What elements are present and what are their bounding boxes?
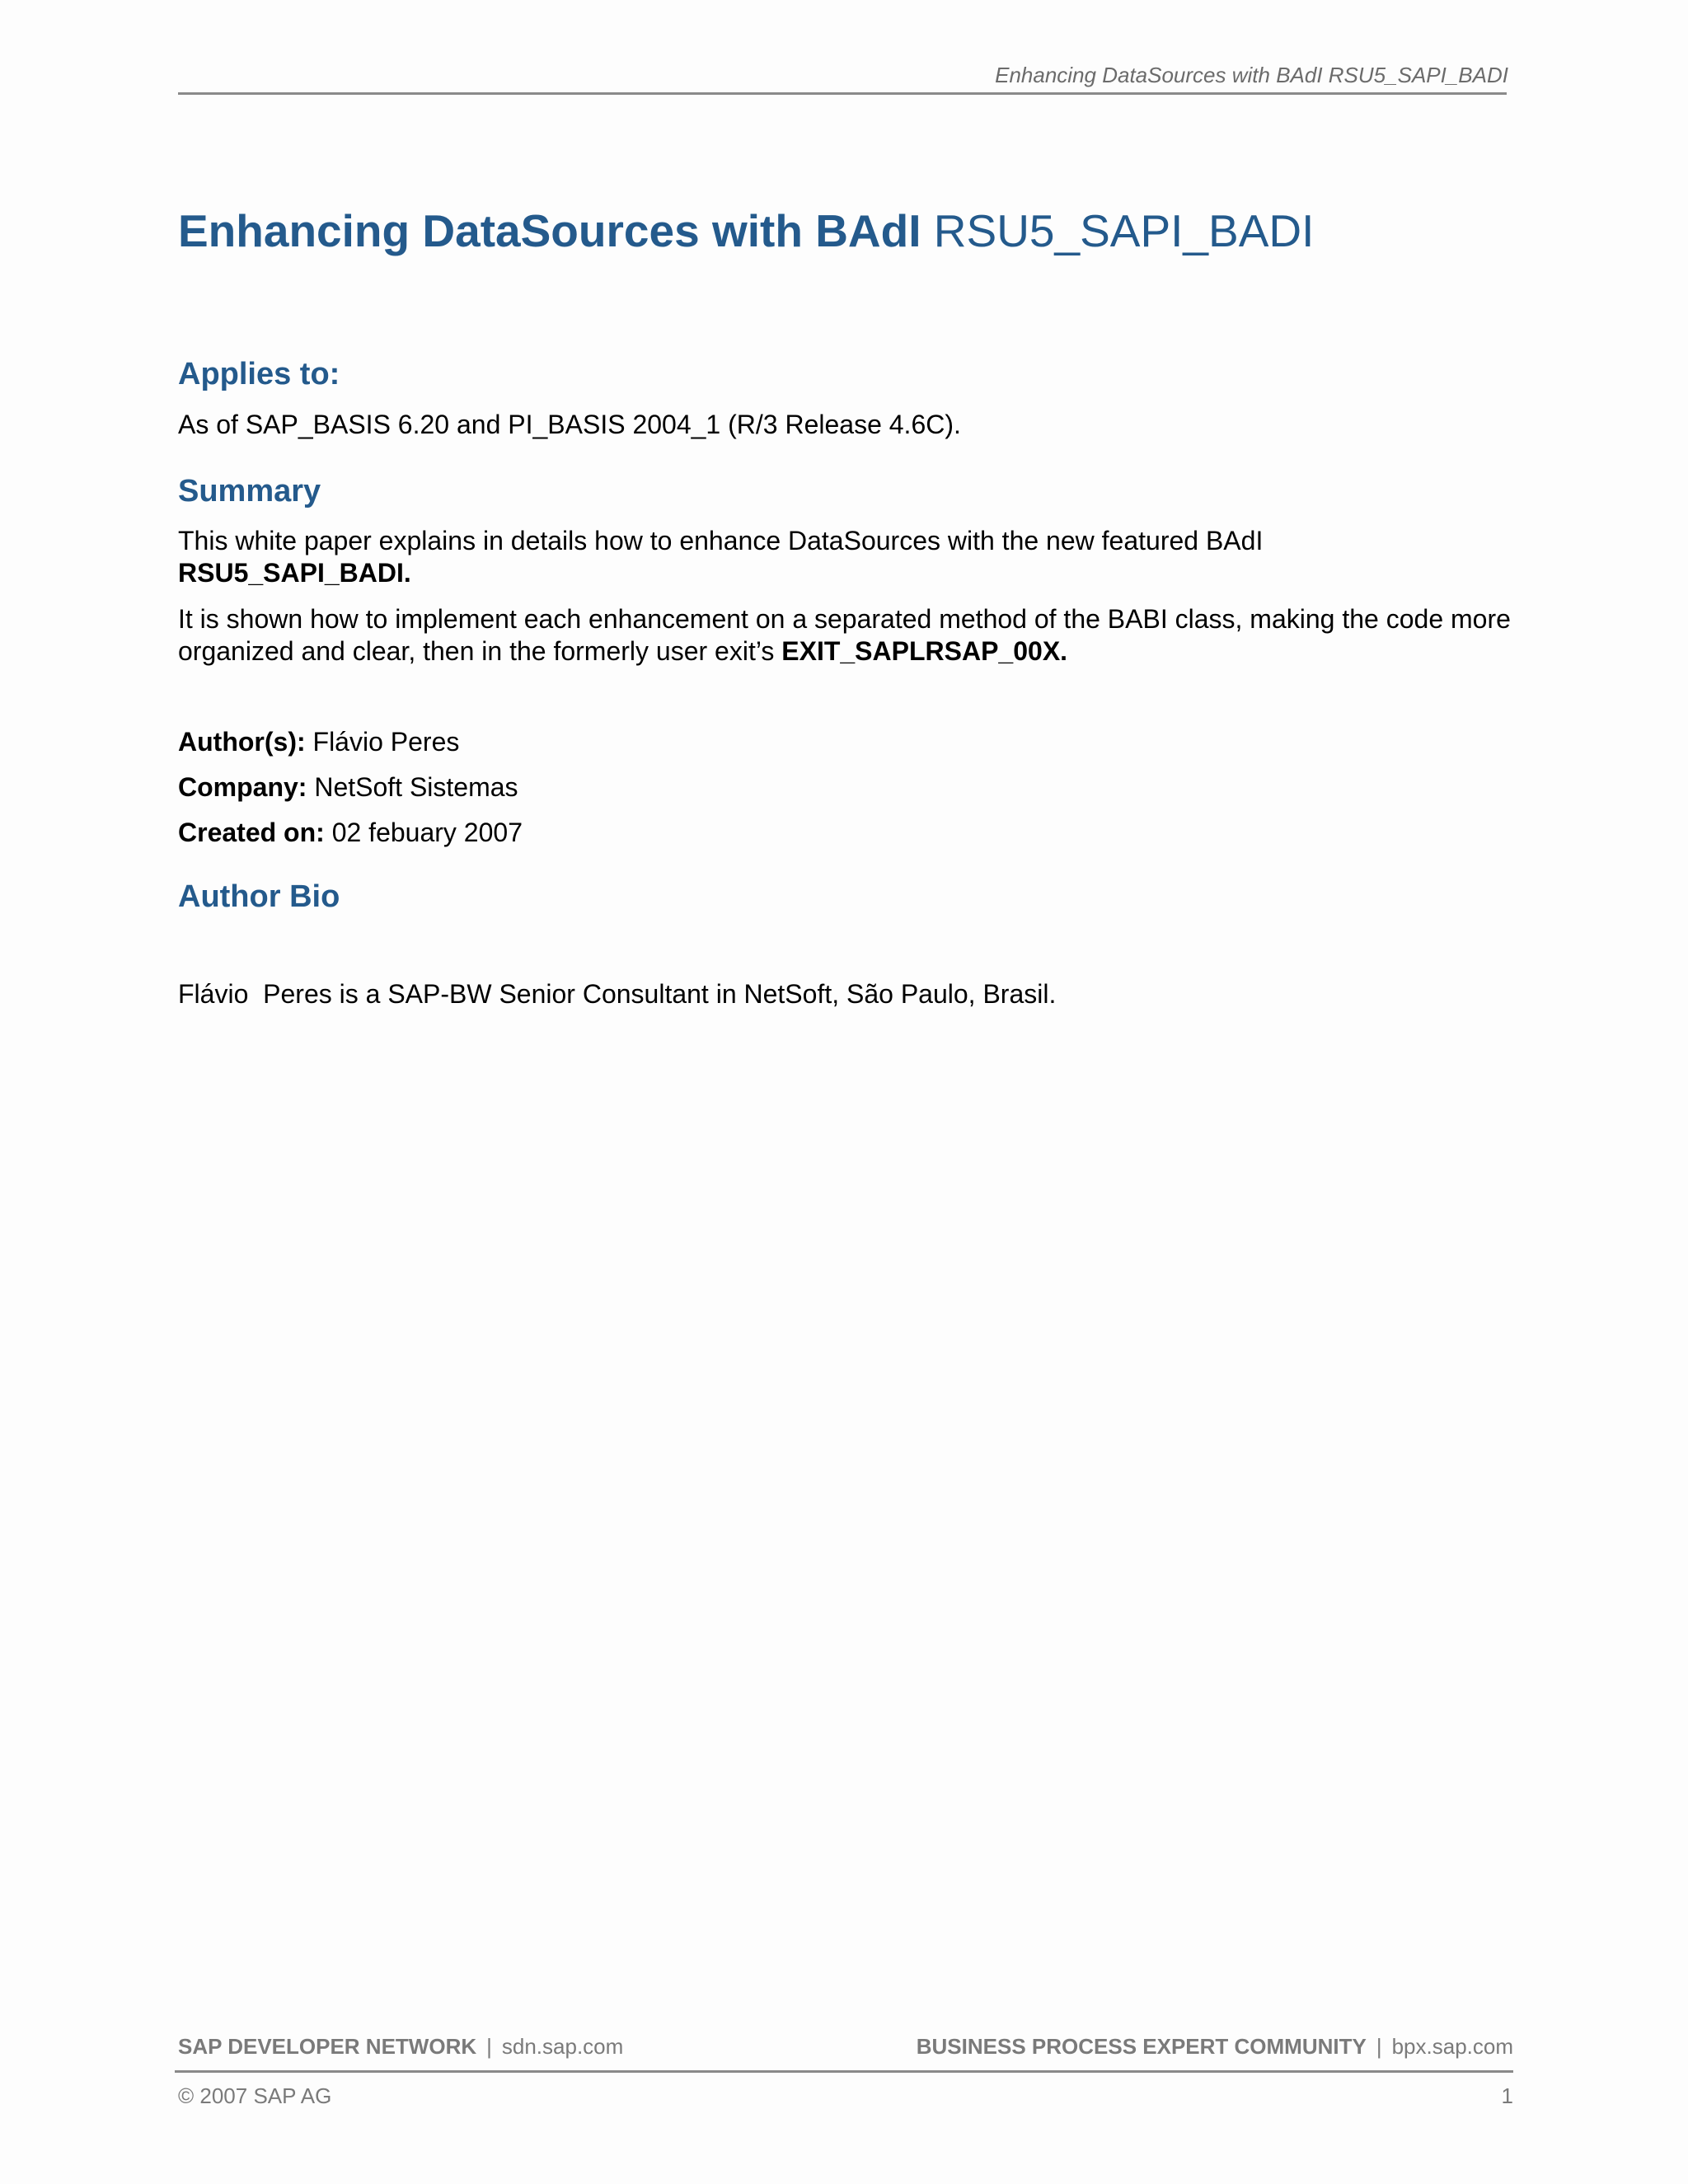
applies-to-text: As of SAP_BASIS 6.20 and PI_BASIS 2004_1 (R/3 Release 4.6C). — [178, 410, 961, 439]
summary-p1-text: This white paper explains in details how to enhance DataSources with the new featured BAdI — [178, 526, 1264, 555]
header-divider — [178, 92, 1507, 95]
footer-sdn-link[interactable]: sdn.sap.com — [501, 2034, 624, 2059]
footer-bpx-link[interactable]: bpx.sap.com — [1391, 2034, 1513, 2059]
company-value: NetSoft Sistemas — [314, 772, 518, 802]
summary-paragraph-2 — [178, 603, 1513, 668]
author-value: Flávio Peres — [312, 727, 460, 757]
created-value: 02 febuary 2007 — [331, 818, 523, 847]
running-header: Enhancing DataSources with BAdI RSU5_SAPI_BADI — [995, 63, 1508, 87]
summary-paragraph-1 — [178, 525, 1513, 589]
created-line — [178, 817, 523, 849]
author-line — [178, 726, 459, 758]
copyright: © 2007 SAP AG — [178, 2083, 332, 2108]
company-label: Company: — [178, 772, 307, 802]
footer-sdn-name: SAP DEVELOPER NETWORK — [178, 2034, 477, 2059]
footer-sdn — [178, 2034, 623, 2060]
document-title — [178, 206, 1314, 256]
summary-heading: Summary — [178, 474, 321, 509]
footer-divider — [175, 2070, 1513, 2073]
title-light-part: RSU5_SAPI_BADI — [933, 205, 1315, 256]
author-label: Author(s): — [178, 727, 306, 757]
summary-p2-text: It is shown how to implement each enhancement on a separated method of the BABI class, making the code more organized and clear, then in the formerly user exit’s — [178, 604, 1511, 666]
footer-bpx-separator: | — [1376, 2034, 1382, 2059]
title-bold-part: Enhancing DataSources with BAdI — [178, 205, 921, 256]
footer-sdn-separator: | — [486, 2034, 492, 2059]
created-label: Created on: — [178, 818, 325, 847]
footer-bpx-name: BUSINESS PROCESS EXPERT COMMUNITY — [916, 2034, 1367, 2059]
author-bio-heading: Author Bio — [178, 879, 340, 914]
summary-p2-bold: EXIT_SAPLRSAP_00X. — [781, 636, 1068, 666]
footer-bpx — [917, 2034, 1513, 2060]
summary-p1-bold: RSU5_SAPI_BADI. — [178, 558, 411, 588]
author-bio-text: Flávio Peres is a SAP-BW Senior Consultant in NetSoft, São Paulo, Brasil. — [178, 979, 1057, 1009]
applies-to-heading: Applies to: — [178, 357, 340, 391]
company-line — [178, 771, 518, 804]
page-number: 1 — [1501, 2083, 1513, 2108]
